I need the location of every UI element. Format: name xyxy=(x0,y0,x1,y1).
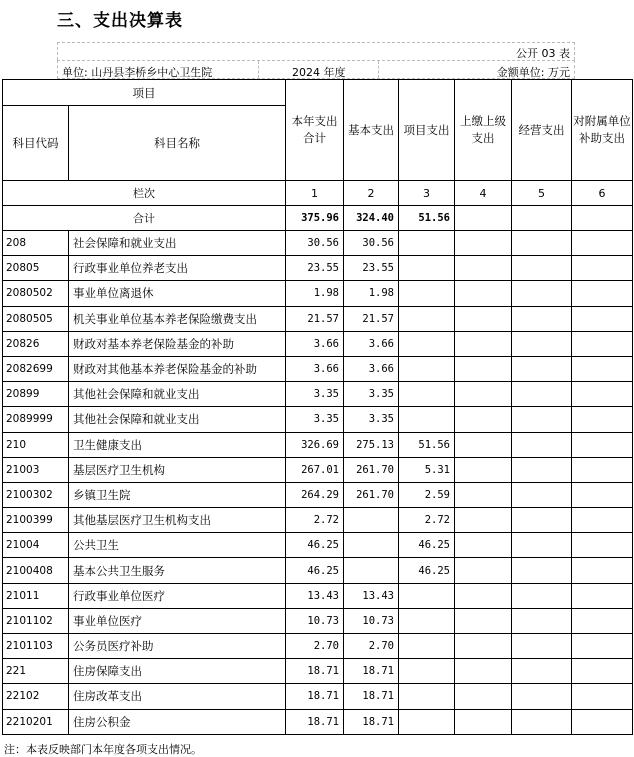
amount-cell xyxy=(512,331,572,356)
subject-name: 财政对基本养老保险基金的补助 xyxy=(69,331,286,356)
amount-cell xyxy=(572,533,633,558)
col-index-label: 栏次 xyxy=(3,181,286,206)
amount-cell: 261.70 xyxy=(344,482,399,507)
amount-cell xyxy=(512,432,572,457)
col-index: 1 xyxy=(286,181,344,206)
expenditure-table xyxy=(2,79,633,735)
amount-cell xyxy=(572,558,633,583)
subject-name: 其他基层医疗卫生机构支出 xyxy=(69,508,286,533)
amount-cell xyxy=(512,508,572,533)
amount-cell xyxy=(455,508,512,533)
amount-cell xyxy=(512,407,572,432)
amount-cell: 3.35 xyxy=(344,382,399,407)
amount-cell: 10.73 xyxy=(286,608,344,633)
subject-name: 基层医疗卫生机构 xyxy=(69,457,286,482)
amount-cell: 18.71 xyxy=(344,684,399,709)
amount-cell xyxy=(455,457,512,482)
amount-cell xyxy=(572,281,633,306)
amount-cell xyxy=(455,231,512,256)
subject-name: 乡镇卫生院 xyxy=(69,482,286,507)
subject-code: 2101103 xyxy=(3,634,69,659)
amount-cell xyxy=(512,583,572,608)
subject-name: 住房公积金 xyxy=(69,709,286,734)
amount-cell xyxy=(512,659,572,684)
amount-cell xyxy=(572,634,633,659)
amount-cell xyxy=(399,281,455,306)
amount-cell: 3.66 xyxy=(286,356,344,381)
subject-code: 210 xyxy=(3,432,69,457)
amount-cell: 46.25 xyxy=(286,533,344,558)
amount-cell xyxy=(455,608,512,633)
table-row xyxy=(3,382,633,407)
amount-cell: 267.01 xyxy=(286,457,344,482)
amount-cell xyxy=(572,583,633,608)
amount-cell: 10.73 xyxy=(344,608,399,633)
total-label: 合计 xyxy=(3,206,286,231)
subject-code: 208 xyxy=(3,231,69,256)
amount-cell xyxy=(572,231,633,256)
subject-name: 事业单位医疗 xyxy=(69,608,286,633)
amount-cell: 2.72 xyxy=(286,508,344,533)
amount-cell: 3.35 xyxy=(344,407,399,432)
amount-cell xyxy=(455,634,512,659)
amount-cell xyxy=(572,457,633,482)
table-row xyxy=(3,508,633,533)
amount-cell xyxy=(572,407,633,432)
form-number: 公开 03 表 xyxy=(516,47,570,60)
table-row xyxy=(3,407,633,432)
amount-cell xyxy=(399,256,455,281)
amount-cell xyxy=(572,256,633,281)
amount-cell xyxy=(399,583,455,608)
amount-cell: 5.31 xyxy=(399,457,455,482)
amount-cell: 23.55 xyxy=(286,256,344,281)
subject-name: 事业单位离退休 xyxy=(69,281,286,306)
amount-cell xyxy=(399,684,455,709)
form-number-row xyxy=(57,42,575,60)
subject-code: 2100302 xyxy=(3,482,69,507)
amount-cell xyxy=(455,331,512,356)
amount-cell xyxy=(572,608,633,633)
amount-cell: 3.66 xyxy=(344,356,399,381)
amount-cell xyxy=(455,709,512,734)
table-row xyxy=(3,558,633,583)
col-index: 4 xyxy=(455,181,512,206)
table-row xyxy=(3,457,633,482)
subject-name: 卫生健康支出 xyxy=(69,432,286,457)
amount-cell: 2.72 xyxy=(399,508,455,533)
subject-code: 20899 xyxy=(3,382,69,407)
amount-cell: 13.43 xyxy=(286,583,344,608)
subject-code: 2210201 xyxy=(3,709,69,734)
amount-cell: 51.56 xyxy=(399,432,455,457)
amount-cell: 326.69 xyxy=(286,432,344,457)
col-header-business: 经营支出 xyxy=(512,80,572,181)
subject-name: 其他社会保障和就业支出 xyxy=(69,407,286,432)
subject-name: 行政事业单位养老支出 xyxy=(69,256,286,281)
table-row xyxy=(3,432,633,457)
subject-code: 20826 xyxy=(3,331,69,356)
amount-cell xyxy=(455,306,512,331)
amount-cell xyxy=(399,634,455,659)
col-header-total: 本年支出合计 xyxy=(286,80,344,181)
subject-code: 2089999 xyxy=(3,407,69,432)
amount-cell xyxy=(399,231,455,256)
amount-cell: 18.71 xyxy=(286,709,344,734)
amount-cell xyxy=(399,382,455,407)
page-title: 三、支出决算表 xyxy=(57,11,183,31)
amount-cell xyxy=(399,407,455,432)
amount-cell: 261.70 xyxy=(344,457,399,482)
col-header-basic: 基本支出 xyxy=(344,80,399,181)
table-row xyxy=(3,281,633,306)
subject-code: 21003 xyxy=(3,457,69,482)
amount-cell xyxy=(512,281,572,306)
subject-code: 2082699 xyxy=(3,356,69,381)
subject-code: 21004 xyxy=(3,533,69,558)
amount-cell: 18.71 xyxy=(286,684,344,709)
subject-name: 基本公共卫生服务 xyxy=(69,558,286,583)
subject-name: 公务员医疗补助 xyxy=(69,634,286,659)
amount-cell: 46.25 xyxy=(399,533,455,558)
name-header: 科目名称 xyxy=(69,106,286,181)
amount-cell xyxy=(572,382,633,407)
code-header: 科目代码 xyxy=(3,106,69,181)
amount-cell: 3.35 xyxy=(286,382,344,407)
subject-code: 2080502 xyxy=(3,281,69,306)
table-row xyxy=(3,231,633,256)
amount-cell xyxy=(572,684,633,709)
table-row xyxy=(3,709,633,734)
amount-cell xyxy=(512,634,572,659)
amount-cell xyxy=(572,659,633,684)
table-row xyxy=(3,306,633,331)
amount-cell: 2.70 xyxy=(286,634,344,659)
amount-cell xyxy=(399,356,455,381)
subject-code: 2100408 xyxy=(3,558,69,583)
table-row xyxy=(3,482,633,507)
subject-code: 20805 xyxy=(3,256,69,281)
table-row xyxy=(3,659,633,684)
amount-cell xyxy=(344,533,399,558)
amount-cell xyxy=(512,356,572,381)
total-value: 51.56 xyxy=(399,206,455,231)
footnote: 注：本表反映部门本年度各项支出情况。 xyxy=(4,743,202,756)
amount-cell xyxy=(399,306,455,331)
amount-cell: 3.66 xyxy=(344,331,399,356)
amount-cell xyxy=(455,256,512,281)
amount-cell xyxy=(455,482,512,507)
amount-cell: 23.55 xyxy=(344,256,399,281)
amount-cell: 2.70 xyxy=(344,634,399,659)
amount-cell xyxy=(512,709,572,734)
report-year: 2024 年度 xyxy=(292,66,346,79)
total-value: 324.40 xyxy=(344,206,399,231)
amount-cell xyxy=(512,533,572,558)
amount-cell xyxy=(512,306,572,331)
amount-cell xyxy=(512,684,572,709)
amount-cell xyxy=(455,356,512,381)
amount-cell xyxy=(455,407,512,432)
subject-name: 行政事业单位医疗 xyxy=(69,583,286,608)
subject-name: 社会保障和就业支出 xyxy=(69,231,286,256)
amount-cell: 46.25 xyxy=(399,558,455,583)
amount-cell: 2.59 xyxy=(399,482,455,507)
amount-cell xyxy=(455,684,512,709)
subject-code: 2080505 xyxy=(3,306,69,331)
amount-cell: 18.71 xyxy=(344,659,399,684)
amount-cell: 275.13 xyxy=(344,432,399,457)
amount-cell: 18.71 xyxy=(344,709,399,734)
amount-cell: 18.71 xyxy=(286,659,344,684)
subject-name: 公共卫生 xyxy=(69,533,286,558)
amount-cell xyxy=(572,331,633,356)
col-index: 6 xyxy=(572,181,633,206)
amount-cell: 1.98 xyxy=(286,281,344,306)
total-value xyxy=(455,206,512,231)
total-row xyxy=(3,206,633,231)
total-value xyxy=(512,206,572,231)
amount-cell xyxy=(572,432,633,457)
table-row xyxy=(3,533,633,558)
amount-cell xyxy=(455,382,512,407)
info-row xyxy=(57,60,575,79)
amount-cell xyxy=(572,306,633,331)
amount-cell xyxy=(344,558,399,583)
amount-cell xyxy=(512,382,572,407)
subject-name: 机关事业单位基本养老保险缴费支出 xyxy=(69,306,286,331)
amount-cell xyxy=(512,482,572,507)
amount-cell: 264.29 xyxy=(286,482,344,507)
amount-unit: 金额单位: 万元 xyxy=(496,66,570,79)
amount-cell: 21.57 xyxy=(286,306,344,331)
amount-cell: 30.56 xyxy=(344,231,399,256)
amount-cell xyxy=(572,709,633,734)
subject-name: 财政对其他基本养老保险基金的补助 xyxy=(69,356,286,381)
amount-cell xyxy=(455,558,512,583)
amount-cell: 1.98 xyxy=(344,281,399,306)
subject-code: 2101102 xyxy=(3,608,69,633)
col-index: 2 xyxy=(344,181,399,206)
subject-code: 221 xyxy=(3,659,69,684)
subject-name: 其他社会保障和就业支出 xyxy=(69,382,286,407)
subject-name: 住房改革支出 xyxy=(69,684,286,709)
amount-cell: 30.56 xyxy=(286,231,344,256)
col-header-upper: 上缴上级支出 xyxy=(455,80,512,181)
amount-cell: 21.57 xyxy=(344,306,399,331)
table-row xyxy=(3,608,633,633)
table-row xyxy=(3,256,633,281)
col-index: 3 xyxy=(399,181,455,206)
info-divider xyxy=(258,61,259,78)
table-row xyxy=(3,684,633,709)
amount-cell xyxy=(512,231,572,256)
subject-code: 22102 xyxy=(3,684,69,709)
amount-cell xyxy=(399,709,455,734)
amount-cell: 46.25 xyxy=(286,558,344,583)
info-divider xyxy=(378,61,379,78)
amount-cell xyxy=(512,558,572,583)
amount-cell: 3.66 xyxy=(286,331,344,356)
amount-cell xyxy=(455,432,512,457)
amount-cell xyxy=(399,659,455,684)
col-index: 5 xyxy=(512,181,572,206)
amount-cell: 13.43 xyxy=(344,583,399,608)
amount-cell xyxy=(572,356,633,381)
amount-cell xyxy=(455,583,512,608)
amount-cell xyxy=(512,457,572,482)
amount-cell xyxy=(455,533,512,558)
amount-cell xyxy=(399,608,455,633)
amount-cell xyxy=(572,482,633,507)
amount-cell xyxy=(512,608,572,633)
amount-cell xyxy=(512,256,572,281)
subject-code: 21011 xyxy=(3,583,69,608)
amount-cell: 3.35 xyxy=(286,407,344,432)
item-header: 项目 xyxy=(3,80,286,106)
table-row xyxy=(3,634,633,659)
col-header-subsidy: 对附属单位补助支出 xyxy=(572,80,633,181)
amount-cell xyxy=(455,659,512,684)
table-row xyxy=(3,356,633,381)
col-header-project: 项目支出 xyxy=(399,80,455,181)
table-row xyxy=(3,331,633,356)
amount-cell xyxy=(399,331,455,356)
amount-cell xyxy=(455,281,512,306)
unit-name: 单位: 山丹县李桥乡中心卫生院 xyxy=(62,66,213,79)
amount-cell xyxy=(572,508,633,533)
table-row xyxy=(3,583,633,608)
total-value: 375.96 xyxy=(286,206,344,231)
subject-name: 住房保障支出 xyxy=(69,659,286,684)
amount-cell xyxy=(344,508,399,533)
subject-code: 2100399 xyxy=(3,508,69,533)
total-value xyxy=(572,206,633,231)
